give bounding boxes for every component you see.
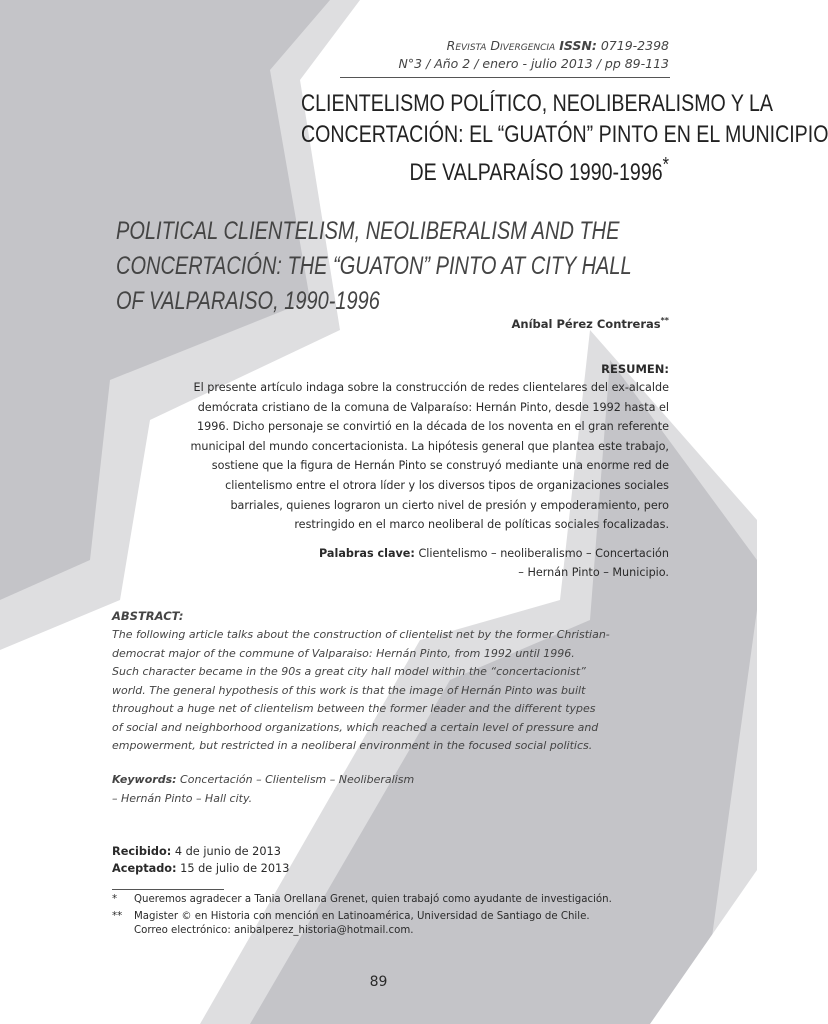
issue-info: N°3 / Año 2 / enero - julio 2013 / pp 89-113 — [398, 56, 669, 71]
abstract-heading: ABSTRACT: — [112, 609, 184, 623]
english-title: POLITICAL CLIENTELISM, NEOLIBERALISM AND THE CONCERTACIÓN: THE “GUATON” PINTO AT CITY HALL OF VALPARAISO, 1990-1996 — [116, 217, 632, 315]
footnote-1: * Queremos agradecer a Tania Orellana Grenet, quien trabajó como ayudante de investigación. — [112, 894, 612, 905]
resumen-body: El presente artículo indaga sobre la construcción de redes clientelares del ex-alcalde demócrata cristiano de la comuna de Valparaíso: Hernán Pinto, desde 1992 hasta el 1996. Dicho personaje se convirtió en la década de los noventa en el gran referente municipal del mundo concertacionista. La hipótesis general que plantea este trabajo, sostiene que la figura de Hernán Pinto se construyó mediante una enorme red de clientelismo entre el otrora líder y los diversos tipos de organizaciones sociales barriales, quienes lograron un cierto nivel de presión y empoderamiento, pero restringido en el marco neoliberal de políticas sociales focalizadas. — [190, 381, 669, 532]
resumen-heading: RESUMEN: — [601, 362, 669, 376]
dates: Recibido: 4 de junio de 2013 Aceptado: 15 de julio de 2013 — [112, 845, 290, 875]
page-number: 89 — [369, 974, 388, 990]
article-title: CLIENTELISMO POLÍTICO, NEOLIBERALISMO Y LA CONCERTACIÓN: EL “GUATÓN” PINTO EN EL MUNICIPIO DE VALPARAÍSO 1990-1996* — [301, 90, 828, 187]
footnote-2: ** Magister © en Historia con mención en Latinoamérica, Universidad de Santiago de Chile. Correo electrónico: anibalperez_historia@hotmail.com. — [112, 911, 590, 936]
journal-header: Revista Divergencia ISSN: 0719-2398 — [446, 38, 669, 53]
palabras-clave: Palabras clave: Clientelismo – neoliberalismo – Concertación – Hernán Pinto – Municipio. — [319, 547, 669, 579]
header-rule — [340, 77, 670, 78]
keywords: Keywords: Concertación – Clientelism – Neoliberalism – Hernán Pinto – Hall city. — [112, 773, 415, 805]
email-link[interactable]: anibalperez_historia@hotmail.com — [234, 925, 411, 936]
abstract-body: The following article talks about the construction of clientelist net by the former Christian- democrat major of the commune of Valparaiso: Hernán Pinto, from 1992 until 1996. Such character became in the 90s a great city hall model within the “concertacionist” world. The general hypothesis of this work is that the image of Hernán Pinto was built throughout a huge net of clientelism between the former leader and the different types of social and neighborhood organizations, which reached a certain level of pressure and empowerment, but restricted in a neoliberal environment in the focused social politics. — [112, 628, 610, 752]
footnote-rule — [112, 889, 224, 890]
author: Aníbal Pérez Contreras** — [511, 316, 669, 331]
